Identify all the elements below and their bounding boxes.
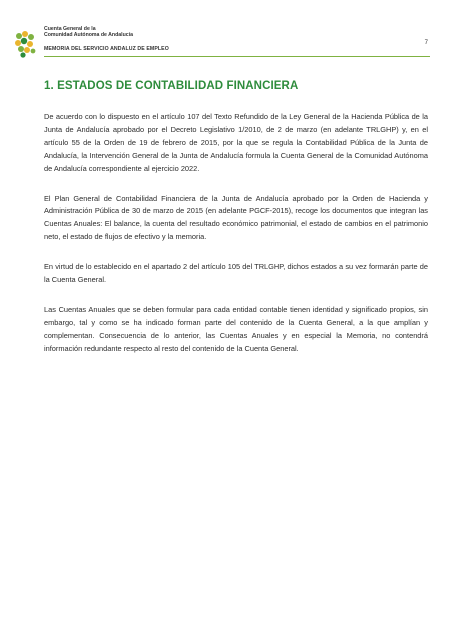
page-number: 7	[424, 40, 428, 46]
organization-name	[44, 26, 133, 38]
organization-name-line1: Cuenta General de la	[44, 26, 96, 32]
section-title: MEMORIA DEL SERVICIO ANDALUZ DE EMPLEO	[44, 46, 169, 52]
paragraph: El Plan General de Contabilidad Financiera de la Junta de Andalucía aprobado por la Orden de Hacienda y Administración Pública de 30 de marzo de 2015 (en adelante PGCF-2015), recoge los documentos que integran las Cuentas Anuales: El balance, la cuenta del resultado económico patrimonial, el estado de cambios en el patrimonio neto, el estado de flujos de efectivo y la memoria.	[44, 193, 428, 242]
chapter-heading: 1. ESTADOS DE CONTABILIDAD FINANCIERA	[44, 80, 299, 92]
paragraph: De acuerdo con lo dispuesto en el artículo 107 del Texto Refundido de la Ley General de la Hacienda Pública de la Junta de Andalucía aprobado por el Decreto Legislativo 1/2010, de 2 de marzo (en adelante TRLGHP) y, en el artículo 55 de la Orden de 19 de febrero de 2015, por la que se regula la Contabilidad Pública de la Junta de Andalucía, la Intervención General de la Junta de Andalucía formula la Cuenta General de la Comunidad Autónoma de Andalucía correspondiente al ejercicio 2022.	[44, 112, 428, 173]
paragraph: En virtud de lo establecido en el apartado 2 del artículo 105 del TRLGHP, dichos estados a su vez formarán parte de la Cuenta General.	[44, 262, 428, 285]
paragraph: Las Cuentas Anuales que se deben formular para cada entidad contable tienen identidad y significado propios, sin embargo, tal y como se ha indicado forman parte del contenido de la Cuenta General, a la que amplían y complementan. Consecuencia de lo anterior, las Cuentas Anuales y en especial la Memoria, no contendrá información redundante respecto al resto del contenido de la Cuenta General.	[44, 304, 428, 353]
andalucia-logo-icon	[14, 30, 38, 58]
header-divider	[44, 56, 430, 57]
organization-name-line2: Comunidad Autónoma de Andalucía	[44, 32, 133, 39]
page-header	[14, 26, 430, 62]
body-text	[44, 111, 428, 373]
